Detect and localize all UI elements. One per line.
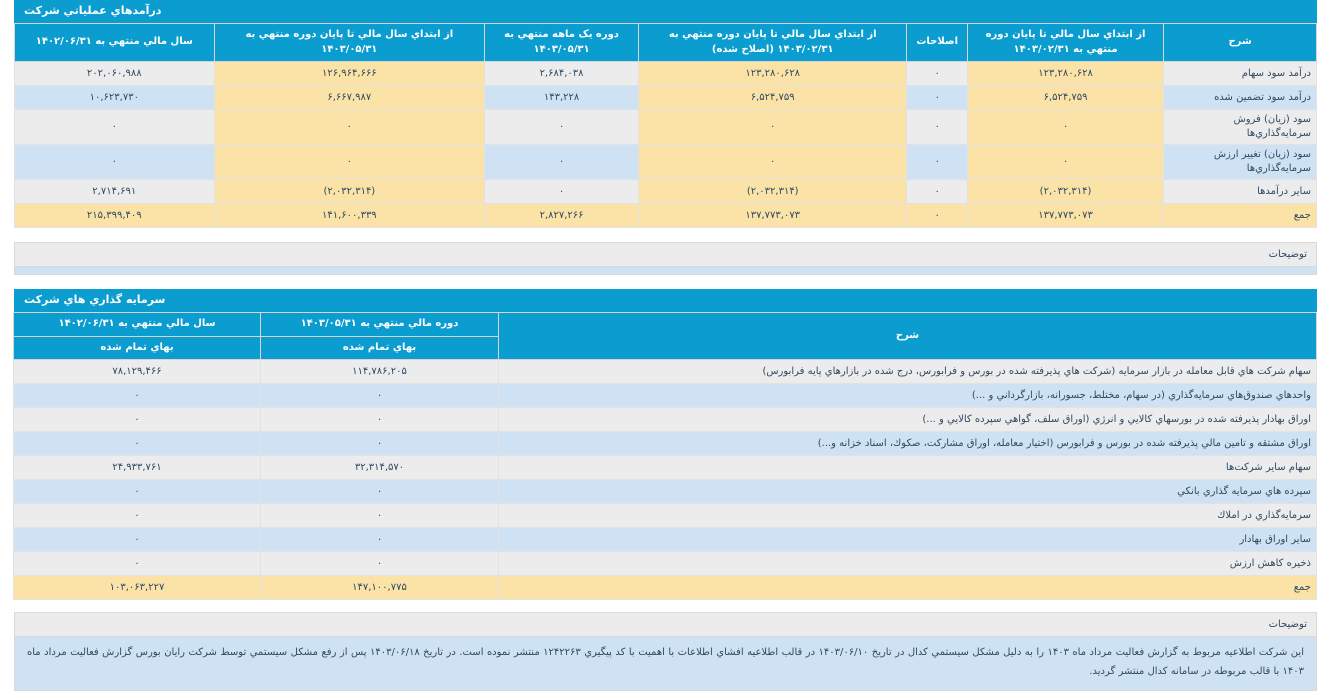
row-value: ۰ (907, 62, 967, 86)
revenue-section (14, 0, 1317, 228)
row-label: سهام ساير شركت‌ها (499, 456, 1317, 480)
investments-table-body (14, 360, 1317, 600)
row-label: سرمايه‌گذاري در املاك (499, 504, 1317, 528)
row-value: ۰ (638, 145, 906, 180)
row-value: ۰ (214, 145, 485, 180)
row-value: ۰ (638, 110, 906, 145)
table-row (14, 528, 1317, 552)
footer-notes-body: اين شركت اطلاعيه مربوط به گزارش فعاليت مرداد ماه ۱۴۰۳ را به دليل مشكل سيستمي كدال در تاريخ ۱۴۰۳/۰۶/۱۰ در قالب اطلاعيه افشاي اطلاعات با اهميت با كد پيگيري ۱۲۴۲۲۶۳ منتشر نموده است. در تاريخ ۱۴۰۳/۰۶/۱۸ پس از رفع مشكل سيستمي توسط شركت رايان بورس گزارش فعاليت مرداد ماه ۱۴۰۳ با قالب مربوطه در سامانه كدال منتشر گرديد. (14, 637, 1317, 691)
row-value: ۰ (261, 408, 499, 432)
row-value: ۰ (261, 552, 499, 576)
revenue-table-header-row (15, 24, 1317, 62)
investments-table (13, 312, 1317, 600)
row-value: ۰ (14, 504, 261, 528)
total-value: ۱۴۱,۶۰۰,۳۳۹ (214, 204, 485, 228)
row-label: سپرده هاي سرمايه گذاري بانكي (499, 480, 1317, 504)
row-label: ساير اوراق بهادار (499, 528, 1317, 552)
row-value: ۶,۵۲۴,۷۵۹ (967, 86, 1163, 110)
row-value: ۰ (967, 110, 1163, 145)
row-value: ۰ (261, 432, 499, 456)
table-row (14, 432, 1317, 456)
footer-notes-section (14, 612, 1317, 691)
total-value: ۱۳۷,۷۷۳,۰۷۳ (967, 204, 1163, 228)
table-row (14, 456, 1317, 480)
row-value: ۰ (907, 180, 967, 204)
investments-col-fy-1402: سال مالي منتهي به ۱۴۰۲/۰۶/۳۱ (14, 313, 261, 337)
table-row (15, 86, 1317, 110)
row-label: سود (زيان) تغيير ارزش سرمايه‌گذاري‌ها (1164, 145, 1317, 180)
row-value: (۲,۰۳۲,۳۱۴) (967, 180, 1163, 204)
row-label: سهام شركت هاي قابل معامله در بازار سرمايه (شركت هاي پذيرفته شده در بورس و فرابورس، درج شده در بازارهاي پايه فرابورس) (499, 360, 1317, 384)
row-value: ۲,۷۱۴,۶۹۱ (15, 180, 215, 204)
row-value: ۰ (907, 86, 967, 110)
revenue-col-desc: شرح (1164, 24, 1317, 62)
table-row (14, 480, 1317, 504)
row-value: ۰ (485, 145, 639, 180)
row-value: ۰ (14, 528, 261, 552)
row-label: ذخيره كاهش ارزش (499, 552, 1317, 576)
investments-subcol-cost-1403: بهاي تمام شده (261, 336, 499, 360)
row-label: اوراق بهادار پذيرفته شده در بورسهاي كالايي و انرژي (اوراق سلف، گواهي سپرده كالايي و ...) (499, 408, 1317, 432)
total-value: ۱۴۷,۱۰۰,۷۷۵ (261, 576, 499, 600)
middle-notes-title: توضيحات (14, 242, 1317, 267)
row-value: ۱۲۶,۹۶۴,۶۶۶ (214, 62, 485, 86)
total-value: ۰ (907, 204, 967, 228)
investments-subcol-cost-1402: بهاي تمام شده (14, 336, 261, 360)
revenue-section-title: درآمدهاي عملياتي شركت (14, 0, 1317, 23)
row-value: ۰ (15, 145, 215, 180)
row-value: ۳۲,۳۱۴,۵۷۰ (261, 456, 499, 480)
row-value: ۲۰۲,۰۶۰,۹۸۸ (15, 62, 215, 86)
table-total-row (14, 576, 1317, 600)
table-row (15, 110, 1317, 145)
row-value: ۱۰,۶۲۳,۷۳۰ (15, 86, 215, 110)
middle-notes-section (14, 242, 1317, 275)
row-value: ۲۴,۹۳۳,۷۶۱ (14, 456, 261, 480)
row-value: (۲,۰۳۲,۳۱۴) (214, 180, 485, 204)
row-label: درآمد سود سهام (1164, 62, 1317, 86)
row-value: ۰ (967, 145, 1163, 180)
row-value: ۱۴۳,۲۲۸ (485, 86, 639, 110)
investments-section-title: سرمايه گذاري هاي شركت (14, 289, 1317, 312)
row-value: ۱۱۴,۷۸۶,۲۰۵ (261, 360, 499, 384)
revenue-col-one-month-0531: دوره يک ماهه منتهي به ۱۴۰۳/۰۵/۳۱ (485, 24, 639, 62)
section-spacer (0, 275, 1331, 289)
row-value: ۰ (907, 145, 967, 180)
revenue-col-ytd-0231-adjusted: از ابتداي سال مالي تا پايان دوره منتهي به ۱۴۰۳/۰۲/۳۱ (اصلاح شده) (638, 24, 906, 62)
row-value: ۰ (14, 384, 261, 408)
investments-col-period-1403: دوره مالي منتهي به ۱۴۰۳/۰۵/۳۱ (261, 313, 499, 337)
table-row (15, 145, 1317, 180)
row-value: ۰ (485, 180, 639, 204)
row-value: ۶,۵۲۴,۷۵۹ (638, 86, 906, 110)
table-row (14, 360, 1317, 384)
row-label: درآمد سود تضمين شده (1164, 86, 1317, 110)
row-label: اوراق مشتقه و تامين مالي پذيرفته شده در بورس و فرابورس (اختيار معامله، اوراق مشاركت، صكوك، اسناد خزانه و...) (499, 432, 1317, 456)
row-value: ۰ (14, 552, 261, 576)
row-label: واحدهاي صندوق‌هاي سرمايه‌گذاري (در سهام، مختلط، جسورانه، بازارگرداني و ...) (499, 384, 1317, 408)
table-row (15, 62, 1317, 86)
row-label: ساير درآمدها (1164, 180, 1317, 204)
row-value: ۱۲۳,۲۸۰,۶۲۸ (967, 62, 1163, 86)
row-value: ۰ (261, 480, 499, 504)
total-label: جمع (1164, 204, 1317, 228)
row-value: ۶,۶۶۷,۹۸۷ (214, 86, 485, 110)
table-row (15, 180, 1317, 204)
row-value: ۰ (14, 432, 261, 456)
revenue-table (14, 23, 1317, 228)
footer-notes-title: توضيحات (14, 612, 1317, 637)
row-value: ۰ (214, 110, 485, 145)
total-value: ۱۰۳,۰۶۳,۲۲۷ (14, 576, 261, 600)
row-value: ۰ (261, 384, 499, 408)
revenue-col-ytd-0531: از ابتداي سال مالي تا پايان دوره منتهي به ۱۴۰۳/۰۵/۳۱ (214, 24, 485, 62)
row-value: ۷۸,۱۲۹,۴۶۶ (14, 360, 261, 384)
row-value: ۰ (261, 504, 499, 528)
row-value: ۰ (261, 528, 499, 552)
section-spacer (0, 228, 1331, 242)
table-row (14, 504, 1317, 528)
total-value: ۲,۸۲۷,۲۶۶ (485, 204, 639, 228)
investments-col-desc: شرح (499, 313, 1317, 360)
table-total-row (15, 204, 1317, 228)
investments-table-header-row (14, 313, 1317, 337)
table-row (14, 384, 1317, 408)
row-label: سود (زيان) فروش سرمايه‌گذاري‌ها (1164, 110, 1317, 145)
revenue-col-fy-1402: سال مالي منتهي به ۱۴۰۲/۰۶/۳۱ (15, 24, 215, 62)
row-value: ۱۲۳,۲۸۰,۶۲۸ (638, 62, 906, 86)
revenue-col-ytd-0231: از ابتداي سال مالي تا پايان دوره منتهي به ۱۴۰۳/۰۲/۳۱ (967, 24, 1163, 62)
table-row (14, 552, 1317, 576)
row-value: ۰ (14, 480, 261, 504)
total-label: جمع (499, 576, 1317, 600)
investments-section (14, 289, 1317, 600)
row-value: ۰ (14, 408, 261, 432)
total-value: ۱۳۷,۷۷۳,۰۷۳ (638, 204, 906, 228)
row-value: ۰ (485, 110, 639, 145)
revenue-col-adjustments: اصلاحات (907, 24, 967, 62)
revenue-table-body (15, 62, 1317, 228)
row-value: ۲,۶۸۴,۰۳۸ (485, 62, 639, 86)
middle-notes-body (14, 267, 1317, 275)
table-row (14, 408, 1317, 432)
row-value: ۰ (15, 110, 215, 145)
total-value: ۲۱۵,۳۹۹,۴۰۹ (15, 204, 215, 228)
row-value: ۰ (907, 110, 967, 145)
row-value: (۲,۰۳۲,۳۱۴) (638, 180, 906, 204)
